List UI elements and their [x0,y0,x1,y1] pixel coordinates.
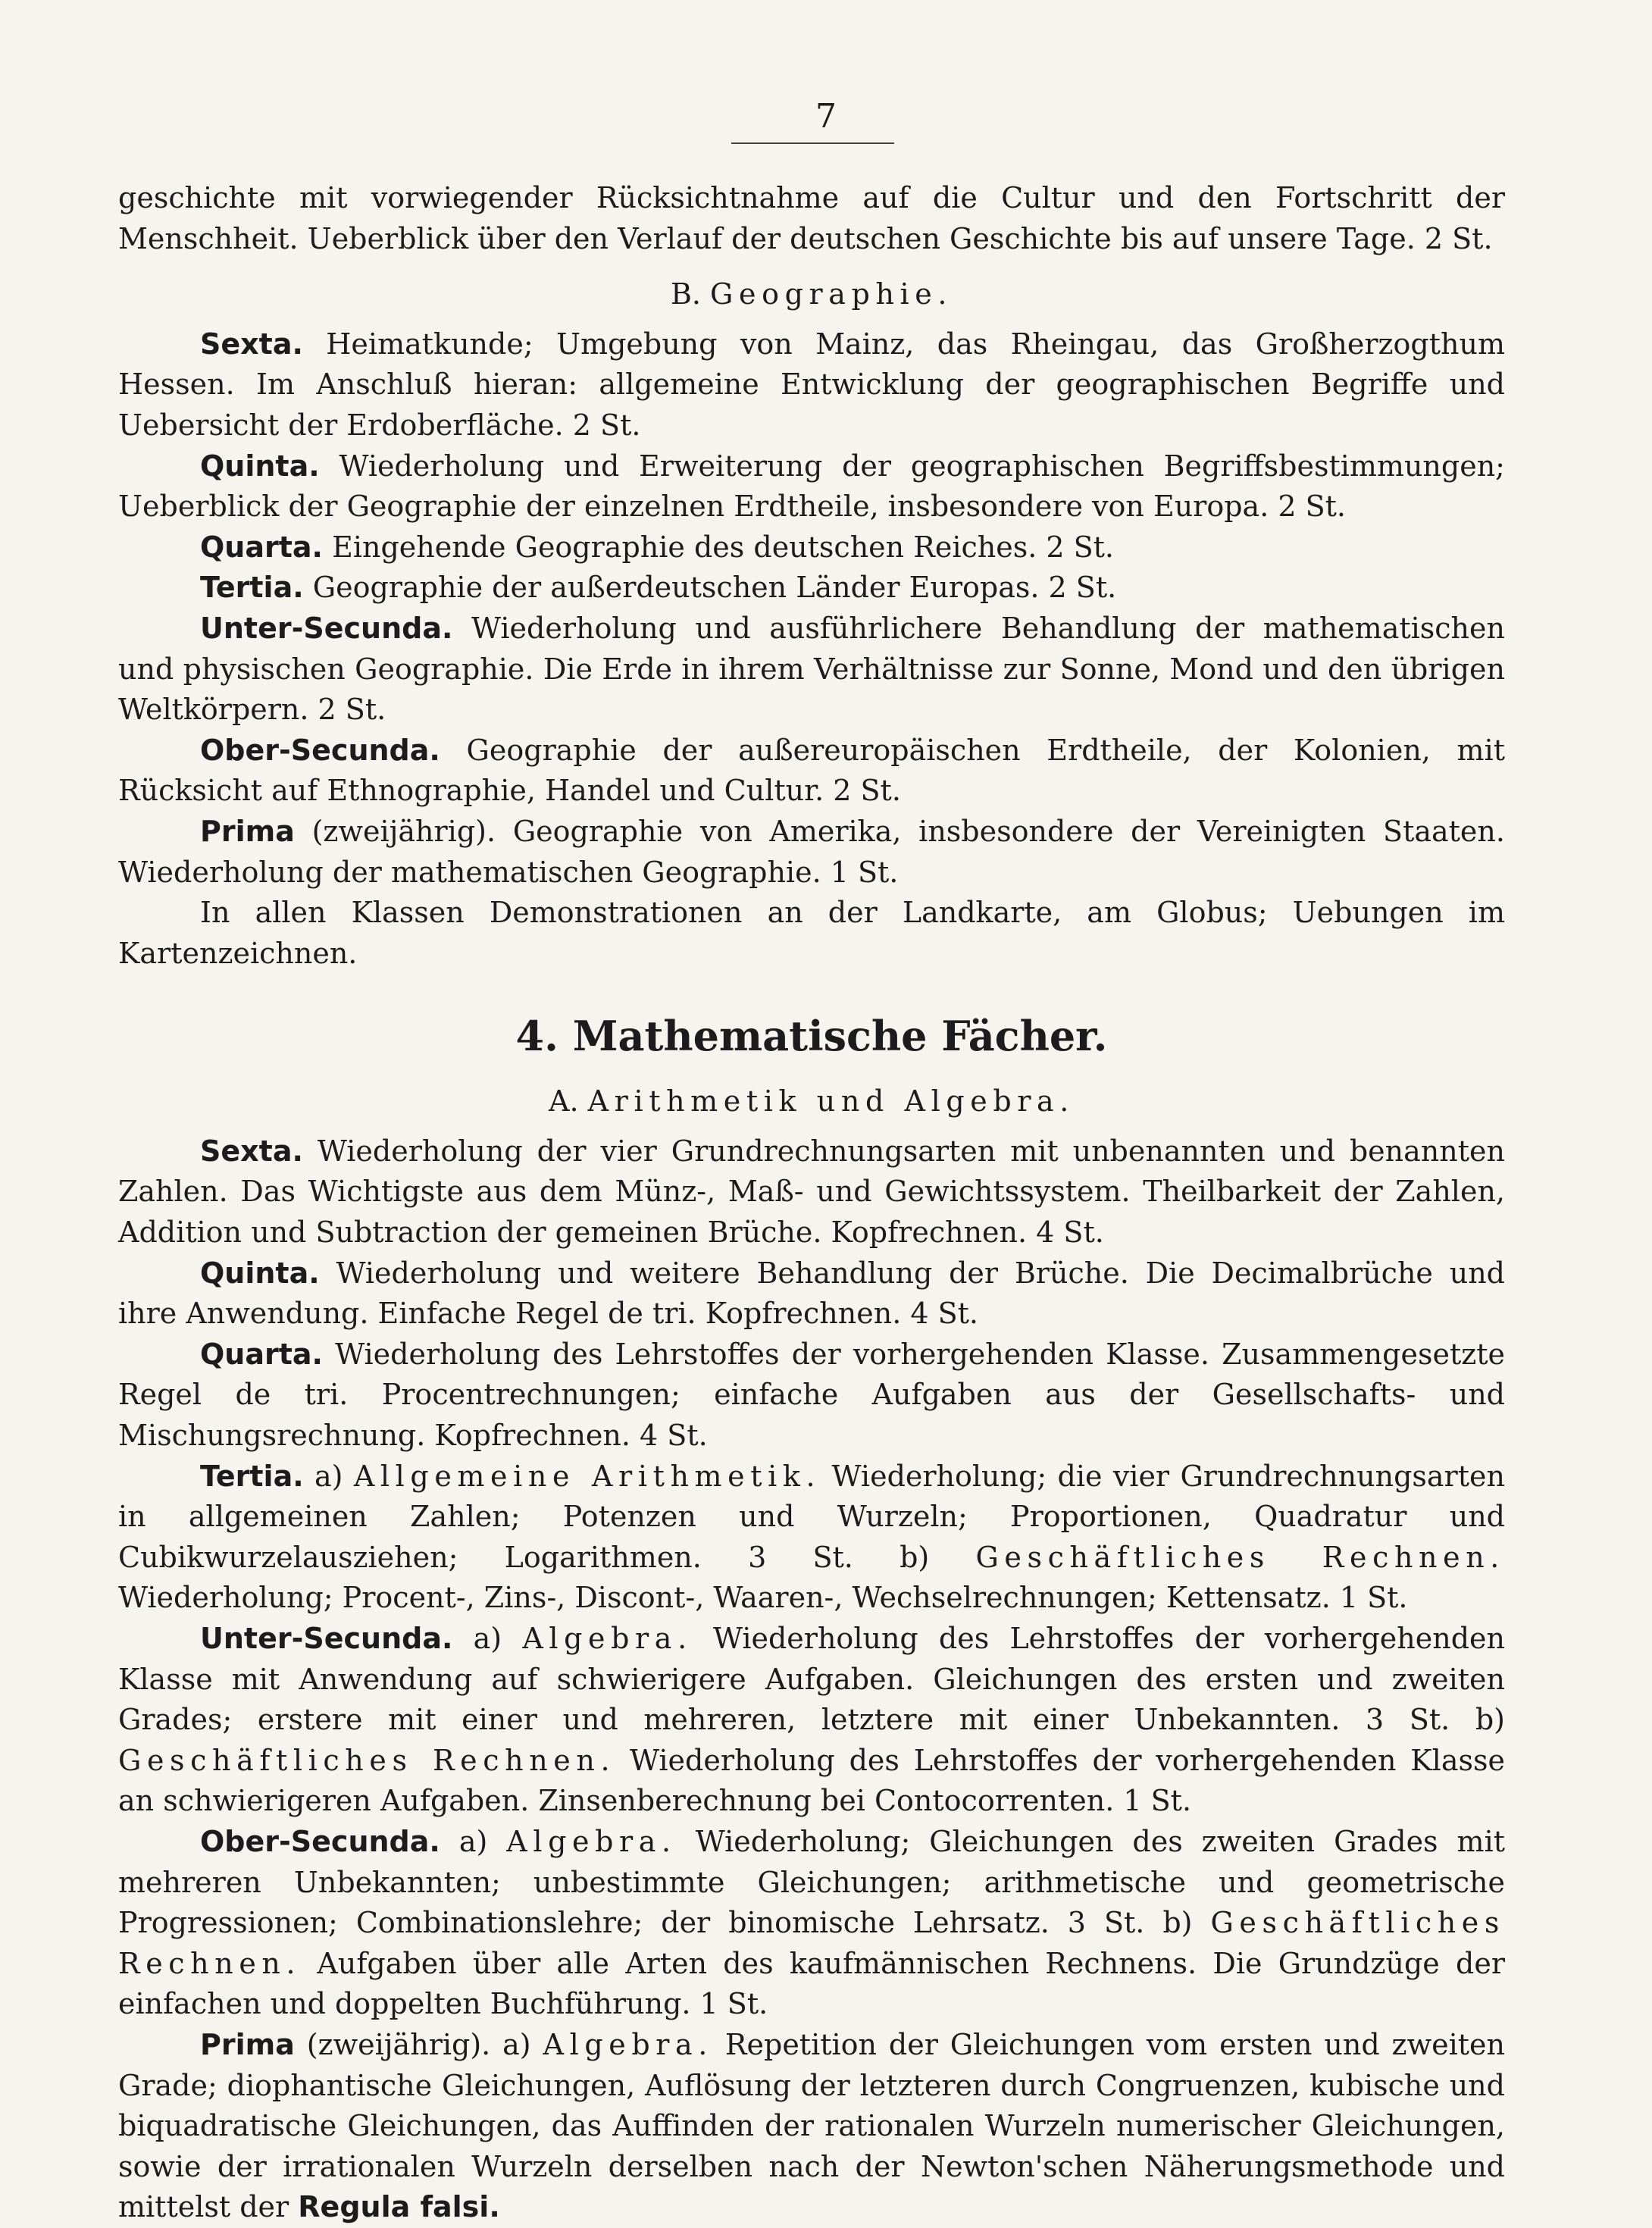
paragraph-text: Repetition der Gleichungen vom ersten und zweiten Grade; diophantische Gleichungen, Auflösung der letzteren durch Congruenzen, kubische und biquadratische Gleichungen, das Auffinden der rationalen Wurzeln numerischer Gleichungen, sowie der irrationalen Wurzeln derselben nach der Newton'schen Näherungsmethode und mittelst der [118,2027,1505,2224]
page-number-rule [731,142,894,144]
item-title: Geschäftliches Rechnen. [118,1906,1505,1980]
page-content [118,178,1505,2228]
chapter-title: Mathematische Fächer. [572,1012,1108,1061]
class-note: (zweijährig). [311,814,496,848]
class-label: Prima [200,2027,295,2061]
paragraph-text: Wiederholung des Lehrstoffes der vorhergehenden Klasse mit Anwendung auf schwierigere Aufgaben. Gleichungen des ersten und zweiten Grades; erstere mit einer und mehreren, letztere mit einer Unbekannten. 3 St. [118,1622,1505,1737]
geography-heading-title: Geographie. [710,277,953,311]
math-prima-paragraph [118,2025,1505,2228]
math-quinta-paragraph [118,1253,1505,1335]
class-label: Tertia. [200,1459,304,1493]
geography-heading-letter: B. [670,277,701,311]
geo-unter-secunda-paragraph [118,609,1505,731]
chapter-heading [118,1006,1505,1066]
paragraph-text: Aufgaben über alle Arten des kaufmännischen Rechnens. Die Grundzüge der einfachen und doppelten Buchführung. 1 St. [118,1946,1505,2021]
arithmetic-heading-title: Arithmetik und Algebra. [587,1084,1075,1119]
class-label: Unter-Secunda. [200,611,453,645]
class-label: Quarta. [200,530,323,564]
math-unter-secunda-paragraph [118,1619,1505,1822]
item-title: Algebra. [506,1824,677,1858]
item-title: Geschäftliches Rechnen. [118,1743,616,1777]
item-title: Algebra. [522,1622,693,1655]
item-marker: b) [900,1540,930,1574]
paragraph-text: Eingehende Geographie des deutschen Reiches. 2 St. [332,530,1115,564]
paragraph-text: Geographie der außereuropäischen Erdtheile, der Kolonien, mit Rücksicht auf Ethnographie, Handel und Cultur. 2 St. [118,733,1505,808]
paragraph-text: Wiederholung; Gleichungen des zweiten Grades mit mehreren Unbekannten; unbestimmte Gleichungen; arithmetische und geometrische Progressionen; Combinationslehre; der binomische Lehrsatz. 3 St. [118,1824,1505,1940]
paragraph-text: Wiederholung und weitere Behandlung der Brüche. Die Decimalbrüche und ihre Anwendung. Einfache Regel de tri. Kopfrechnen. 4 St. [118,1256,1505,1331]
item-marker: a) [314,1459,343,1493]
math-tertia-paragraph [118,1457,1505,1619]
geo-quinta-paragraph [118,446,1505,527]
item-marker: b) [1162,1906,1193,1940]
item-marker: a) [458,1824,488,1858]
class-label: Sexta. [200,1134,303,1168]
chapter-number: 4. [515,1012,558,1061]
geo-prima-paragraph [118,812,1505,893]
geo-tertia-paragraph [118,568,1505,609]
item-title: Algebra. [543,2027,713,2061]
class-label: Tertia. [200,571,304,605]
geography-heading [118,274,1505,315]
item-title: Allgemeine Arithmetik. [353,1459,821,1493]
geo-all-classes-paragraph: In allen Klassen Demonstrationen an der Landkarte, am Globus; Uebungen im Kartenzeichnen. [118,896,1505,970]
geo-quarta-paragraph [118,527,1505,568]
arithmetic-heading-letter: A. [549,1084,579,1119]
paragraph-text: Wiederholung des Lehrstoffes der vorhergehenden Klasse. Zusammengesetzte Regel de tri. Procentrechnungen; einfache Aufgaben aus der Gesellschafts- und Mischungsrechnung. Kopfrechnen. 4 St. [118,1337,1505,1453]
class-label: Sexta. [200,327,303,361]
class-label: Unter-Secunda. [200,1622,453,1655]
class-label: Prima [200,814,295,848]
item-marker: a) [473,1622,502,1655]
class-label: Ober-Secunda. [200,1824,440,1858]
geo-ober-secunda-paragraph [118,731,1505,812]
class-label: Quarta. [200,1337,323,1371]
math-ober-secunda-paragraph [118,1822,1505,2025]
paragraph-text: Wiederholung des Lehrstoffes der vorhergehenden Klasse an schwierigeren Aufgaben. Zinsenberechnung bei Contocorrenten. 1 St. [118,1743,1505,1818]
paragraph-text: Wiederholung; die vier Grundrechnungsarten in allgemeinen Zahlen; Potenzen und Wurzeln; Proportionen, Quadratur und Cubikwurzelausziehen; Logarithmen. 3 St. [118,1459,1505,1574]
geo-sexta-paragraph [118,324,1505,446]
regula-falsi-term: Regula falsi. [298,2190,500,2224]
item-marker: b) [1475,1703,1505,1737]
class-label: Ober-Secunda. [200,733,440,767]
paragraph-text: Wiederholung und ausführlichere Behandlung der mathematischen und physischen Geographie. Die Erde in ihrem Verhältnisse zur Sonne, Mond und den übrigen Weltkörpern. 2 St. [118,611,1505,727]
page-number: 7 [815,97,837,136]
paragraph-text: Wiederholung und Erweiterung der geographischen Begriffsbestimmungen; Ueberblick der Geographie der einzelnen Erdtheile, insbesondere von Europa. 2 St. [118,449,1505,524]
paragraph-text: Wiederholung; Procent-, Zins-, Discont-, Waaren-, Wechselrechnungen; Kettensatz. 1 St. [118,1581,1408,1615]
class-note: (zweijährig). [306,2027,491,2061]
paragraph-text: Wiederholung der vier Grundrechnungsarten mit unbenannten und benannten Zahlen. Das Wichtigste aus dem Münz-, Maß- und Gewichtssystem. Theilbarkeit der Zahlen, Addition und Subtraction der gemeinen Brüche. Kopfrechnen. 4 St. [118,1134,1505,1250]
paragraph-text: Geographie der außerdeutschen Länder Europas. 2 St. [312,571,1117,605]
paragraph-text: Heimatkunde; Umgebung von Mainz, das Rheingau, das Großherzogthum Hessen. Im Anschluß hieran: allgemeine Entwicklung der geographischen Begriffe und Uebersicht der Erdoberfläche. 2 St. [118,327,1505,442]
arithmetic-heading [118,1081,1505,1122]
math-quarta-paragraph [118,1335,1505,1457]
item-marker: a) [502,2027,531,2061]
paragraph-text: Geographie von Amerika, insbesondere der Vereinigten Staaten. Wiederholung der mathematischen Geographie. 1 St. [118,814,1505,889]
item-title: Geschäftliches Rechnen. [975,1540,1505,1574]
class-label: Quinta. [200,1256,320,1290]
history-tail-paragraph: geschichte mit vorwiegender Rücksichtnahme auf die Cultur und den Fortschritt der Menschheit. Ueberblick über den Verlauf der deutschen Geschichte bis auf unsere Tage. 2 St. [118,181,1505,255]
class-label: Quinta. [200,449,320,483]
math-sexta-paragraph [118,1131,1505,1253]
